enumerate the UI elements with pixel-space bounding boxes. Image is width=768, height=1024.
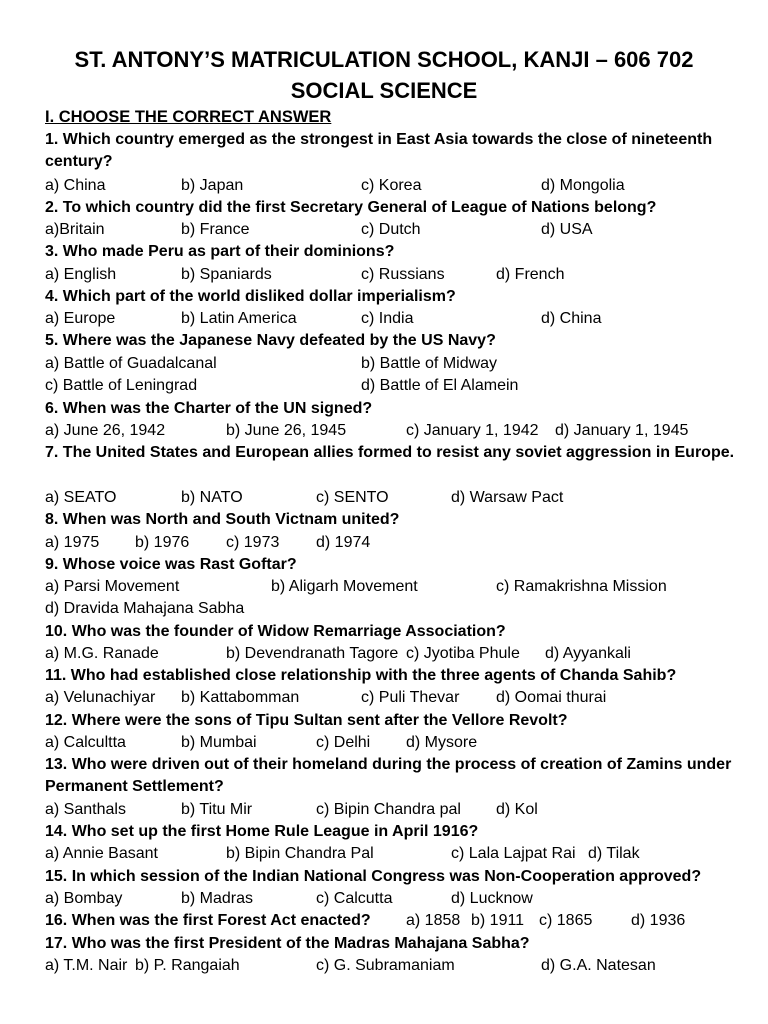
- question-12-option-a: a) Calcultta: [45, 734, 126, 751]
- question-3: 3. Who made Peru as part of their dominions?: [45, 243, 395, 260]
- question-2: 2. To which country did the first Secretary General of League of Nations belong?: [45, 199, 657, 216]
- question-4-option-d: d) China: [541, 310, 602, 327]
- question-16-option-d: d) 1936: [631, 912, 686, 929]
- question-5-option-a: a) Battle of Guadalcanal: [45, 355, 217, 372]
- question-10-option-c: c) Jyotiba Phule: [406, 645, 520, 662]
- question-7-option-d: d) Warsaw Pact: [451, 489, 564, 506]
- question-12-option-d: d) Mysore: [406, 734, 478, 751]
- question-11-option-a: a) Velunachiyar: [45, 689, 156, 706]
- question-10: 10. Who was the founder of Widow Remarriage Association?: [45, 623, 506, 640]
- question-14-option-a: a) Annie Basant: [45, 845, 158, 862]
- question-9-option-c: c) Ramakrishna Mission: [496, 578, 667, 595]
- question-8: 8. When was North and South Victnam united?: [45, 511, 400, 528]
- question-1-option-d: d) Mongolia: [541, 177, 625, 194]
- question-15: 15. In which session of the Indian National Congress was Non-Cooperation approved?: [45, 868, 702, 885]
- question-13-option-b: b) Titu Mir: [181, 801, 253, 818]
- question-10-option-d: d) Ayyankali: [545, 645, 631, 662]
- question-8-option-c: c) 1973: [226, 534, 280, 551]
- question-2-option-a: a)Britain: [45, 221, 105, 238]
- question-15-option-c: c) Calcutta: [316, 890, 393, 907]
- question-7-option-b: b) NATO: [181, 489, 243, 506]
- question-6-option-a: a) June 26, 1942: [45, 422, 166, 439]
- question-16-option-a: a) 1858: [406, 912, 461, 929]
- question-3-option-b: b) Spaniards: [181, 266, 272, 283]
- question-1-option-a: a) China: [45, 177, 106, 194]
- question-2-option-d: d) USA: [541, 221, 593, 238]
- question-11: 11. Who had established close relationship with the three agents of Chanda Sahib?: [45, 667, 677, 684]
- question-3-option-a: a) English: [45, 266, 117, 283]
- question-7-option-c: c) SENTO: [316, 489, 389, 506]
- question-5-option-c: c) Battle of Leningrad: [45, 377, 198, 394]
- question-17-option-a: a) T.M. Nair: [45, 957, 128, 974]
- question-13-option-c: c) Bipin Chandra pal: [316, 801, 461, 818]
- question-8-option-b: b) 1976: [135, 534, 190, 551]
- question-15-option-d: d) Lucknow: [451, 890, 533, 907]
- question-6: 6. When was the Charter of the UN signed?: [45, 400, 373, 417]
- question-9: 9. Whose voice was Rast Goftar?: [45, 556, 297, 573]
- question-10-option-b: b) Devendranath Tagore: [226, 645, 399, 662]
- question-5-option-b: b) Battle of Midway: [361, 355, 498, 372]
- question-2-option-c: c) Dutch: [361, 221, 421, 238]
- question-7: 7. The United States and European allies formed to resist any soviet aggression in Europe.: [45, 444, 735, 461]
- question-17-option-d: d) G.A. Natesan: [541, 957, 656, 974]
- question-3-option-d: d) French: [496, 266, 565, 283]
- question-6-option-b: b) June 26, 1945: [226, 422, 347, 439]
- question-15-option-a: a) Bombay: [45, 890, 123, 907]
- question-13-option-a: a) Santhals: [45, 801, 126, 818]
- question-17-option-b: b) P. Rangaiah: [135, 957, 240, 974]
- question-3-option-c: c) Russians: [361, 266, 445, 283]
- question-8-option-d: d) 1974: [316, 534, 371, 551]
- question-2-option-b: b) France: [181, 221, 250, 238]
- question-12: 12. Where were the sons of Tipu Sultan sent after the Vellore Revolt?: [45, 712, 568, 729]
- question-14-option-b: b) Bipin Chandra Pal: [226, 845, 374, 862]
- question-5: 5. Where was the Japanese Navy defeated by the US Navy?: [45, 332, 496, 349]
- question-5-option-d: d) Battle of El Alamein: [361, 377, 519, 394]
- question-1-option-b: b) Japan: [181, 177, 244, 194]
- question-4-option-a: a) Europe: [45, 310, 116, 327]
- question-8-option-a: a) 1975: [45, 534, 100, 551]
- question-12-option-b: b) Mumbai: [181, 734, 257, 751]
- question-6-option-d: d) January 1, 1945: [555, 422, 689, 439]
- question-14-option-d: d) Tilak: [588, 845, 640, 862]
- question-17: 17. Who was the first President of the Madras Mahajana Sabha?: [45, 935, 530, 952]
- question-11-option-c: c) Puli Thevar: [361, 689, 460, 706]
- question-15-option-b: b) Madras: [181, 890, 254, 907]
- question-7-option-a: a) SEATO: [45, 489, 117, 506]
- question-11-option-d: d) Oomai thurai: [496, 689, 607, 706]
- question-1: 1. Which country emerged as the strongest in East Asia towards the close of nineteenth century?: [45, 131, 713, 171]
- section-heading: I. CHOOSE THE CORRECT ANSWER: [45, 108, 332, 126]
- question-16: 16. When was the first Forest Act enacted?: [45, 912, 371, 929]
- question-1-option-c: c) Korea: [361, 177, 422, 194]
- question-11-option-b: b) Kattabomman: [181, 689, 300, 706]
- question-4: 4. Which part of the world disliked dollar imperialism?: [45, 288, 456, 305]
- question-14-option-c: c) Lala Lajpat Rai: [451, 845, 576, 862]
- question-10-option-a: a) M.G. Ranade: [45, 645, 159, 662]
- question-4-option-b: b) Latin America: [181, 310, 297, 327]
- subject-title: SOCIAL SCIENCE: [290, 78, 478, 103]
- question-6-option-c: c) January 1, 1942: [406, 422, 539, 439]
- question-12-option-c: c) Delhi: [316, 734, 371, 751]
- question-9-option-a: a) Parsi Movement: [45, 578, 180, 595]
- question-16-option-c: c) 1865: [539, 912, 593, 929]
- question-16-option-b: b) 1911: [471, 912, 525, 929]
- question-9-option-d: d) Dravida Mahajana Sabha: [45, 600, 245, 617]
- question-4-option-c: c) India: [361, 310, 414, 327]
- question-17-option-c: c) G. Subramaniam: [316, 957, 455, 974]
- question-14: 14. Who set up the first Home Rule League in April 1916?: [45, 823, 479, 840]
- question-9-option-b: b) Aligarh Movement: [271, 578, 418, 595]
- school-title: ST. ANTONY’S MATRICULATION SCHOOL, KANJI – 606 702: [74, 47, 694, 72]
- question-13-option-d: d) Kol: [496, 801, 538, 818]
- question-13: 13. Who were driven out of their homeland during the process of creation of Zamins under Permanent Settlement?: [45, 756, 732, 796]
